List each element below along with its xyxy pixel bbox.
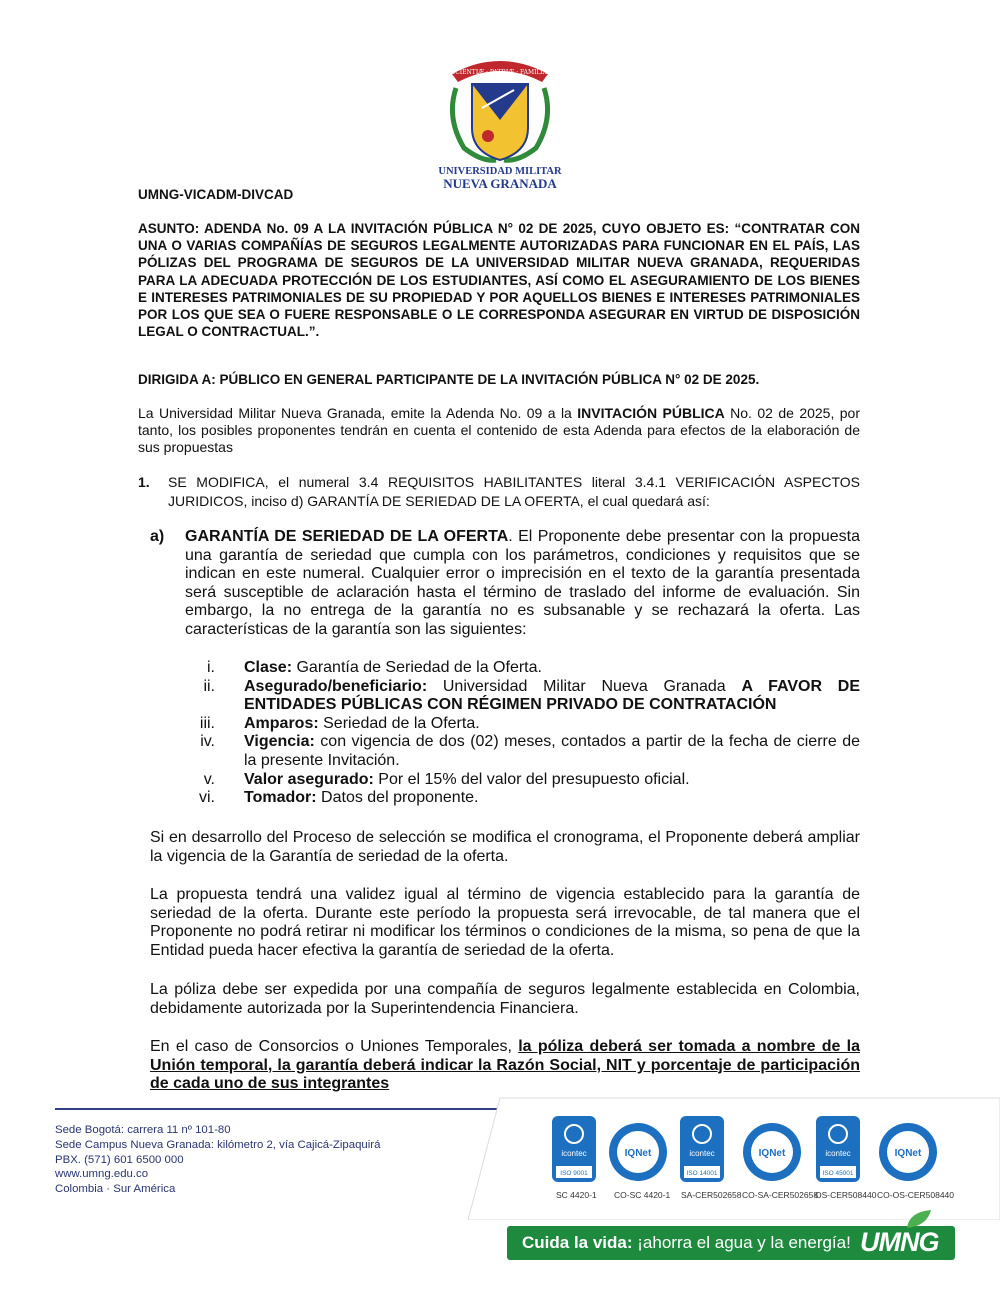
list-item-number: ii.	[203, 677, 215, 695]
svg-text:IQNet: IQNet	[758, 1148, 786, 1159]
list-item-number: v.	[203, 770, 215, 788]
svg-text:ISO 9001: ISO 9001	[560, 1170, 588, 1177]
banner-slogan-bold: Cuida la vida:	[522, 1233, 633, 1252]
consortium-text: En el caso de Consorcios o Uniones Temporales,	[150, 1038, 519, 1055]
list-item	[150, 789, 860, 808]
list-item-bold-tail: A FAVOR DE ENTIDADES PÚBLICAS CON RÉGIMEN PRIVADO DE CONTRATACIÓN	[244, 677, 860, 714]
paragraph-schedule: Si en desarrollo del Proceso de selección se modifica el cronograma, el Proponente deberá ampliar la vigencia de la Garantía de seriedad de la oferta.	[150, 829, 860, 865]
section-a-text: . El Proponente debe presentar con la propuesta una garantía de seriedad que cumpla con los parámetros, condiciones y requisitos que se indican en este numeral. Cualquier error o imprecisión en el texto de la garantía presentada será susceptible de aclaración hasta el término de traslado del informe de evaluación. Sin embargo, la no entrega de la garantía no es subsanable y se rechazará la oferta. Las características de la garantía son las siguientes:	[185, 528, 860, 638]
footer-address	[55, 1123, 380, 1197]
cert-code: SA-CER502658	[681, 1190, 742, 1200]
svg-text:ISO 14001: ISO 14001	[686, 1170, 718, 1177]
svg-text:icontec: icontec	[825, 1149, 851, 1158]
university-name-line2: NUEVA GRANADA	[443, 176, 557, 190]
certification-logos	[548, 1116, 948, 1186]
section-a	[150, 528, 860, 640]
addressed-to: DIRIGIDA A: PÚBLICO EN GENERAL PARTICIPANTE DE LA INVITACIÓN PÚBLICA N° 02 DE 2025.	[138, 372, 760, 387]
section-a-label: a)	[150, 528, 165, 545]
list-item-number: iii.	[199, 714, 215, 732]
list-item-label: Vigencia:	[244, 733, 315, 751]
paragraph-policy: La póliza debe ser expedida por una compañía de seguros legalmente establecida en Colombia, debidamente autorizada por la Superintendencia Financiera.	[150, 981, 860, 1017]
list-item	[150, 715, 860, 734]
icontec-iso9001-icon	[552, 1116, 596, 1182]
paragraph-consortium	[150, 1038, 860, 1094]
address-line: Sede Bogotá: carrera 11 nº 101-80	[55, 1124, 231, 1136]
umng-logo: UMNG	[860, 1227, 939, 1257]
intro-text-2: No. 02 de 2025, por tanto, los posibles proponentes tendrán en cuenta el contenido de esta Adenda para efectos de la elaboración de sus propuestas	[138, 405, 860, 455]
list-item-label: Amparos:	[244, 714, 319, 732]
characteristics-list	[150, 659, 860, 808]
address-line: Colombia · Sur América	[55, 1183, 176, 1196]
consortium-underlined: la póliza deberá ser tomada a nombre de la Unión temporal, la garantía deberá indicar la Razón Social, NIT y porcentaje de participación de cada uno de sus integrantes	[150, 1038, 861, 1093]
banner-slogan-text: ¡ahorra el agua y la energía!	[632, 1233, 851, 1252]
iqnet-icon	[879, 1123, 937, 1181]
university-name-line1: UNIVERSIDAD MILITAR	[438, 166, 562, 177]
university-crest-logo	[438, 48, 562, 190]
list-item	[150, 678, 860, 715]
document-reference: UMNG-VICADM-DIVCAD	[138, 187, 294, 202]
list-item	[150, 771, 860, 790]
paragraph-validity: La propuesta tendrá una validez igual al término de vigencia establecido para la garantía de seriedad de la oferta. Durante este período la propuesta será irrevocable, de tal manera que el Proponente no podrá retirar ni modificar los términos o condiciones de la misma, so pena de que la Entidad pueda hacer efectiva la garantía de seriedad de la oferta.	[150, 886, 860, 959]
list-item	[150, 733, 860, 770]
address-line: PBX. (571) 601 6500 000	[55, 1153, 184, 1166]
svg-text:icontec: icontec	[689, 1149, 715, 1158]
intro-bold: INVITACIÓN PÚBLICA	[577, 405, 725, 421]
cert-code: CO-SC 4420-1	[614, 1190, 671, 1200]
list-item	[150, 659, 860, 678]
svg-text:IQNet: IQNet	[894, 1148, 922, 1159]
icontec-iso14001-icon	[680, 1116, 724, 1182]
intro-paragraph	[138, 405, 860, 456]
list-item-text: Universidad Militar Nueva Granada	[427, 677, 742, 695]
iqnet-icon	[743, 1123, 801, 1181]
list-item-number: vi.	[199, 789, 215, 807]
cert-code: SC 4420-1	[556, 1190, 597, 1200]
list-item-label: Clase:	[244, 659, 293, 676]
banner-slogan	[522, 1233, 851, 1253]
list-item-text: con vigencia de dos (02) meses, contados a partir de la fecha de cierre de la presente Invitación.	[244, 733, 860, 769]
list-item-text: Garantía de Seriedad de la Oferta.	[292, 659, 542, 676]
list-item-text: Seriedad de la Oferta.	[318, 714, 480, 732]
svg-text:icontec: icontec	[561, 1149, 587, 1158]
svg-text:ISO 45001: ISO 45001	[822, 1170, 854, 1177]
numbered-item-1	[138, 473, 860, 511]
list-item-text: Por el 15% del valor del presupuesto oficial.	[373, 770, 690, 788]
cert-code: OS-CER508440	[815, 1190, 877, 1200]
list-item-number: iv.	[200, 733, 215, 751]
crest-motto: SCIENTIÆ · PATRIÆ · FAMILIÆ	[451, 69, 549, 76]
list-item-text: Datos del proponente.	[316, 789, 479, 807]
item-number: 1.	[138, 474, 150, 490]
section-a-title: GARANTÍA DE SERIEDAD DE LA OFERTA	[185, 528, 509, 545]
subject-paragraph: ASUNTO: ADENDA No. 09 A LA INVITACIÓN PÚBLICA N° 02 DE 2025, CUYO OBJETO ES: “CONTRATAR CON UNA O VARIAS COMPAÑÍAS DE SEGUROS LEGALMENTE AUTORIZADAS PARA FUNCIONAR EN EL PAÍS, LAS PÓLIZAS DEL PROGRAMA DE SEGUROS DE LA UNIVERSIDAD MILITAR NUEVA GRANADA, REQUERIDAS PARA LA ADECUADA PROTECCIÓN DE LOS ESTUDIANTES, ASÍ COMO EL ASEGURAMIENTO DE LOS BIENES E INTERESES PATRIMONIALES DE SU PROPIEDAD Y POR AQUELLOS BIENES E INTERESES PATRIMONIALES POR LOS QUE SEA O FUERE RESPONSABLE O LE CORRESPONDA ASEGURAR EN VIRTUD DE DISPOSICIÓN LEGAL O CONTRACTUAL.”.	[138, 221, 860, 340]
list-item-label: Tomador:	[244, 789, 317, 807]
svg-text:IQNet: IQNet	[624, 1148, 652, 1159]
item-text: SE MODIFICA, el numeral 3.4 REQUISITOS HABILITANTES literal 3.4.1 VERIFICACIÓN ASPECTOS JURIDICOS, inciso d) GARANTÍA DE SERIEDAD DE LA OFERTA, el cual quedará así:	[168, 474, 860, 509]
address-line: Sede Campus Nueva Granada: kilómetro 2, vía Cajicá-Zipaquirá	[55, 1138, 381, 1151]
list-item-number: i.	[207, 659, 215, 676]
cert-code: CO-OS-CER508440	[877, 1190, 955, 1200]
icontec-iso45001-icon	[816, 1116, 860, 1182]
website-link[interactable]: www.umng.edu.co	[55, 1168, 149, 1181]
list-item-label: Asegurado/beneficiario:	[244, 677, 428, 695]
iqnet-icon	[609, 1123, 667, 1181]
list-item-label: Valor asegurado:	[244, 770, 374, 788]
intro-text-1: La Universidad Militar Nueva Granada, emite la Adenda No. 09 a la	[138, 405, 578, 421]
cert-code: CO-SA-CER502658	[742, 1190, 819, 1200]
